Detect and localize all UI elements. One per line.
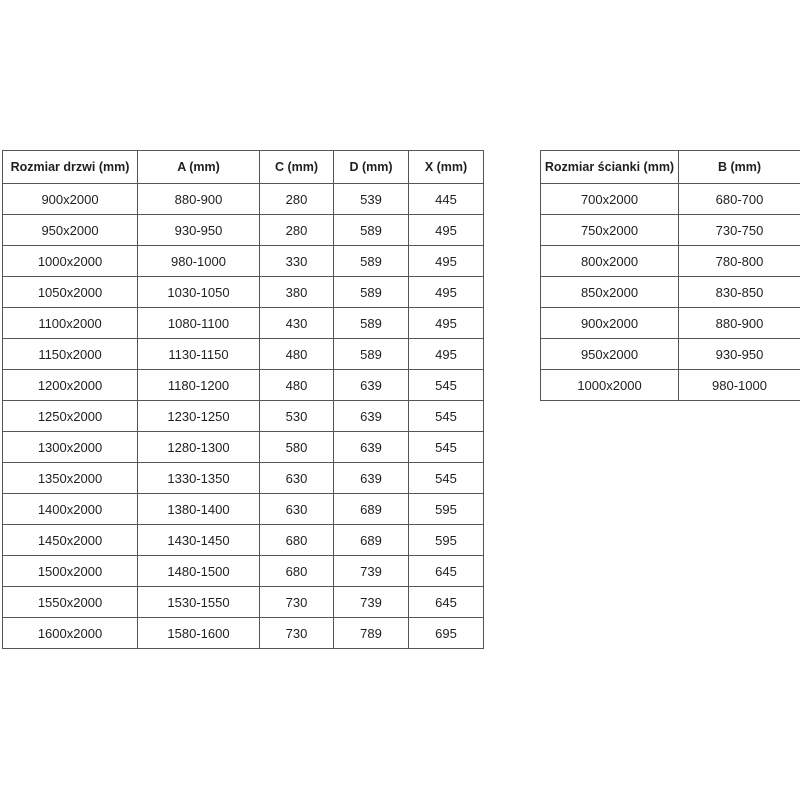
table-cell: 950x2000 <box>3 215 138 246</box>
table-cell: 595 <box>409 494 484 525</box>
column-header: D (mm) <box>334 151 409 184</box>
table-cell: 1350x2000 <box>3 463 138 494</box>
table-cell: 680 <box>260 525 334 556</box>
table-cell: 645 <box>409 556 484 587</box>
table-cell: 1200x2000 <box>3 370 138 401</box>
table-cell: 330 <box>260 246 334 277</box>
table-cell: 1000x2000 <box>541 370 679 401</box>
table-cell: 645 <box>409 587 484 618</box>
table-cell: 900x2000 <box>3 184 138 215</box>
table-row <box>541 184 800 215</box>
table-cell: 1550x2000 <box>3 587 138 618</box>
table-cell: 639 <box>334 463 409 494</box>
table-cell: 1280-1300 <box>138 432 260 463</box>
table-cell: 689 <box>334 525 409 556</box>
table-cell: 695 <box>409 618 484 649</box>
table-cell: 1300x2000 <box>3 432 138 463</box>
column-header: C (mm) <box>260 151 334 184</box>
table-cell: 595 <box>409 525 484 556</box>
table-cell: 495 <box>409 308 484 339</box>
table-row <box>3 308 484 339</box>
table-row <box>3 370 484 401</box>
table-cell: 789 <box>334 618 409 649</box>
table-cell: 1330-1350 <box>138 463 260 494</box>
table-cell: 689 <box>334 494 409 525</box>
table-cell: 545 <box>409 401 484 432</box>
table-cell: 639 <box>334 401 409 432</box>
table-cell: 495 <box>409 277 484 308</box>
table-row <box>3 494 484 525</box>
table-cell: 589 <box>334 277 409 308</box>
header-row <box>3 151 484 184</box>
table-cell: 589 <box>334 246 409 277</box>
table-row <box>3 463 484 494</box>
table-cell: 1380-1400 <box>138 494 260 525</box>
table-cell: 580 <box>260 432 334 463</box>
table-cell: 1580-1600 <box>138 618 260 649</box>
table-row <box>3 215 484 246</box>
table-cell: 480 <box>260 339 334 370</box>
table-cell: 589 <box>334 308 409 339</box>
table-cell: 739 <box>334 587 409 618</box>
table-cell: 1250x2000 <box>3 401 138 432</box>
table-cell: 730-750 <box>679 215 800 246</box>
table-row <box>3 556 484 587</box>
column-header: X (mm) <box>409 151 484 184</box>
table-cell: 639 <box>334 370 409 401</box>
table-cell: 495 <box>409 339 484 370</box>
table-cell: 930-950 <box>679 339 800 370</box>
table-cell: 930-950 <box>138 215 260 246</box>
table-cell: 1030-1050 <box>138 277 260 308</box>
table-cell: 1180-1200 <box>138 370 260 401</box>
table-cell: 1480-1500 <box>138 556 260 587</box>
table-cell: 1430-1450 <box>138 525 260 556</box>
table-cell: 539 <box>334 184 409 215</box>
table-cell: 545 <box>409 370 484 401</box>
table-cell: 1450x2000 <box>3 525 138 556</box>
wall-size-table <box>540 150 800 401</box>
table-row <box>3 587 484 618</box>
table-row <box>541 308 800 339</box>
table-cell: 589 <box>334 215 409 246</box>
table-cell: 1150x2000 <box>3 339 138 370</box>
table-cell: 780-800 <box>679 246 800 277</box>
table-cell: 445 <box>409 184 484 215</box>
table-cell: 900x2000 <box>541 308 679 339</box>
table-row <box>541 339 800 370</box>
table-cell: 830-850 <box>679 277 800 308</box>
table-cell: 750x2000 <box>541 215 679 246</box>
table-cell: 800x2000 <box>541 246 679 277</box>
table-cell: 1600x2000 <box>3 618 138 649</box>
table-cell: 1080-1100 <box>138 308 260 339</box>
table-row <box>3 432 484 463</box>
table-cell: 1000x2000 <box>3 246 138 277</box>
table-cell: 1500x2000 <box>3 556 138 587</box>
table-cell: 530 <box>260 401 334 432</box>
table-cell: 950x2000 <box>541 339 679 370</box>
table-cell: 380 <box>260 277 334 308</box>
table-cell: 700x2000 <box>541 184 679 215</box>
table-row <box>541 215 800 246</box>
table-cell: 680-700 <box>679 184 800 215</box>
table-cell: 630 <box>260 463 334 494</box>
table-row <box>3 618 484 649</box>
column-header: Rozmiar ścianki (mm) <box>541 151 679 184</box>
table-row <box>3 184 484 215</box>
table-cell: 280 <box>260 215 334 246</box>
table-row <box>541 370 800 401</box>
table-cell: 1530-1550 <box>138 587 260 618</box>
table-row <box>3 525 484 556</box>
column-header: B (mm) <box>679 151 800 184</box>
table-row <box>3 246 484 277</box>
header-row <box>541 151 800 184</box>
table-cell: 545 <box>409 463 484 494</box>
table-cell: 739 <box>334 556 409 587</box>
table-row <box>3 401 484 432</box>
column-header: A (mm) <box>138 151 260 184</box>
table-cell: 639 <box>334 432 409 463</box>
table-cell: 880-900 <box>679 308 800 339</box>
table-cell: 730 <box>260 618 334 649</box>
table-cell: 680 <box>260 556 334 587</box>
table-cell: 495 <box>409 246 484 277</box>
table-cell: 280 <box>260 184 334 215</box>
table-row <box>3 339 484 370</box>
table-cell: 850x2000 <box>541 277 679 308</box>
table-cell: 1230-1250 <box>138 401 260 432</box>
door-size-table <box>2 150 484 649</box>
table-cell: 1050x2000 <box>3 277 138 308</box>
table-cell: 495 <box>409 215 484 246</box>
table-cell: 480 <box>260 370 334 401</box>
table-cell: 630 <box>260 494 334 525</box>
table-cell: 980-1000 <box>679 370 800 401</box>
table-cell: 1130-1150 <box>138 339 260 370</box>
table-row <box>3 277 484 308</box>
table-cell: 430 <box>260 308 334 339</box>
table-cell: 880-900 <box>138 184 260 215</box>
table-cell: 1400x2000 <box>3 494 138 525</box>
column-header: Rozmiar drzwi (mm) <box>3 151 138 184</box>
table-cell: 1100x2000 <box>3 308 138 339</box>
table-row <box>541 277 800 308</box>
table-cell: 730 <box>260 587 334 618</box>
table-row <box>541 246 800 277</box>
table-cell: 980-1000 <box>138 246 260 277</box>
table-cell: 589 <box>334 339 409 370</box>
table-cell: 545 <box>409 432 484 463</box>
